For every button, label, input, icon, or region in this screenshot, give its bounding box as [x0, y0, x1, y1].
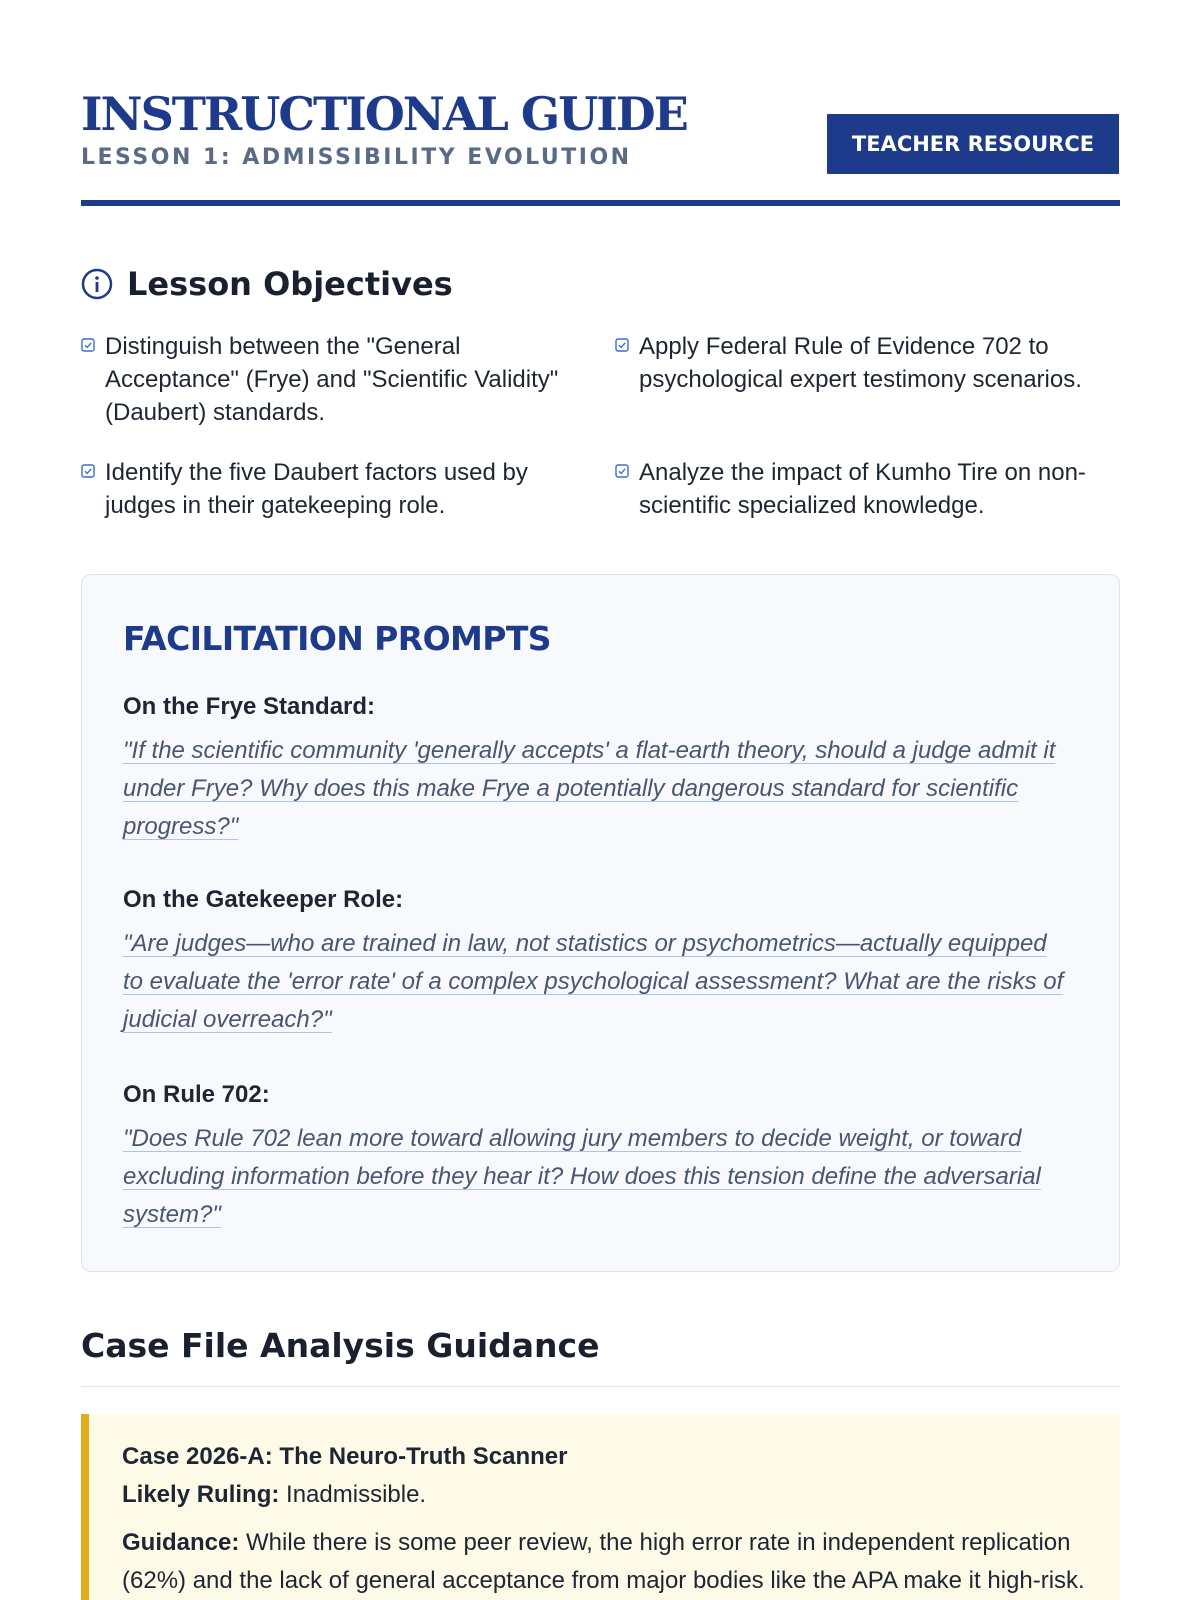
objective-text: Distinguish between the "General Acceptance" (Frye) and "Scientific Validity" (Daubert) standards.	[105, 333, 559, 426]
case-divider	[81, 1386, 1120, 1387]
header-divider	[81, 200, 1120, 206]
info-icon	[81, 268, 113, 300]
prompt-block	[123, 885, 1073, 1039]
guidance-value: While there is some peer review, the high error rate in independent replication (62%) and the lack of general acceptance from major bodies like the APA make it high-risk.	[122, 1529, 1085, 1594]
prompt-text	[123, 925, 1073, 1039]
objectives-heading	[81, 262, 453, 306]
objective-item	[615, 330, 1120, 396]
guidance-label: Guidance:	[122, 1529, 240, 1556]
objective-text: Identify the five Daubert factors used by judges in their gatekeeping role.	[105, 459, 528, 519]
objective-item	[81, 330, 581, 429]
objectives-title: Lesson Objectives	[127, 265, 453, 303]
checkbox-icon	[81, 464, 95, 478]
case-guidance	[122, 1524, 1102, 1600]
objective-text: Apply Federal Rule of Evidence 702 to psychological expert testimony scenarios.	[639, 333, 1082, 393]
objective-text: Analyze the impact of Kumho Tire on non-scientific specialized knowledge.	[639, 459, 1086, 519]
ruling-value: Inadmissible.	[286, 1481, 427, 1508]
prompt-quote: "Does Rule 702 lean more toward allowing jury members to decide weight, or toward excluding information before they hear it? How does this tension define the adversarial system?"	[123, 1125, 1041, 1228]
checkbox-icon	[81, 338, 95, 352]
objective-item	[81, 456, 581, 522]
prompt-text	[123, 732, 1073, 846]
prompt-text	[123, 1120, 1073, 1234]
prompt-block	[123, 692, 1073, 846]
prompt-quote: "Are judges—who are trained in law, not statistics or psychometrics—actually equipped to evaluate the 'error rate' of a complex psychological assessment? What are the risks of judicial overreach?"	[123, 930, 1064, 1033]
page-title: INSTRUCTIONAL GUIDE	[81, 87, 687, 141]
prompt-label: On the Gatekeeper Role:	[123, 886, 404, 913]
page-header	[81, 86, 1119, 206]
prompt-quote: "If the scientific community 'generally accepts' a flat-earth theory, should a judge admit it under Frye? Why does this make Frye a potentially dangerous standard for scientific progress?"	[123, 737, 1056, 840]
teacher-resource-badge: TEACHER RESOURCE	[827, 114, 1119, 174]
page-subtitle: LESSON 1: ADMISSIBILITY EVOLUTION	[81, 145, 632, 170]
facilitation-title: FACILITATION PROMPTS	[123, 619, 551, 658]
checkbox-icon	[615, 464, 629, 478]
likely-ruling	[122, 1476, 1102, 1514]
ruling-label: Likely Ruling:	[122, 1481, 280, 1508]
checkbox-icon	[615, 338, 629, 352]
prompt-label: On Rule 702:	[123, 1081, 270, 1108]
objective-item	[615, 456, 1120, 522]
prompt-label: On the Frye Standard:	[123, 693, 376, 720]
case-card	[81, 1414, 1120, 1600]
prompt-block	[123, 1080, 1073, 1234]
case-analysis-heading: Case File Analysis Guidance	[81, 1326, 600, 1365]
case-title: Case 2026-A: The Neuro-Truth Scanner	[122, 1443, 568, 1470]
facilitation-panel	[81, 574, 1120, 1272]
